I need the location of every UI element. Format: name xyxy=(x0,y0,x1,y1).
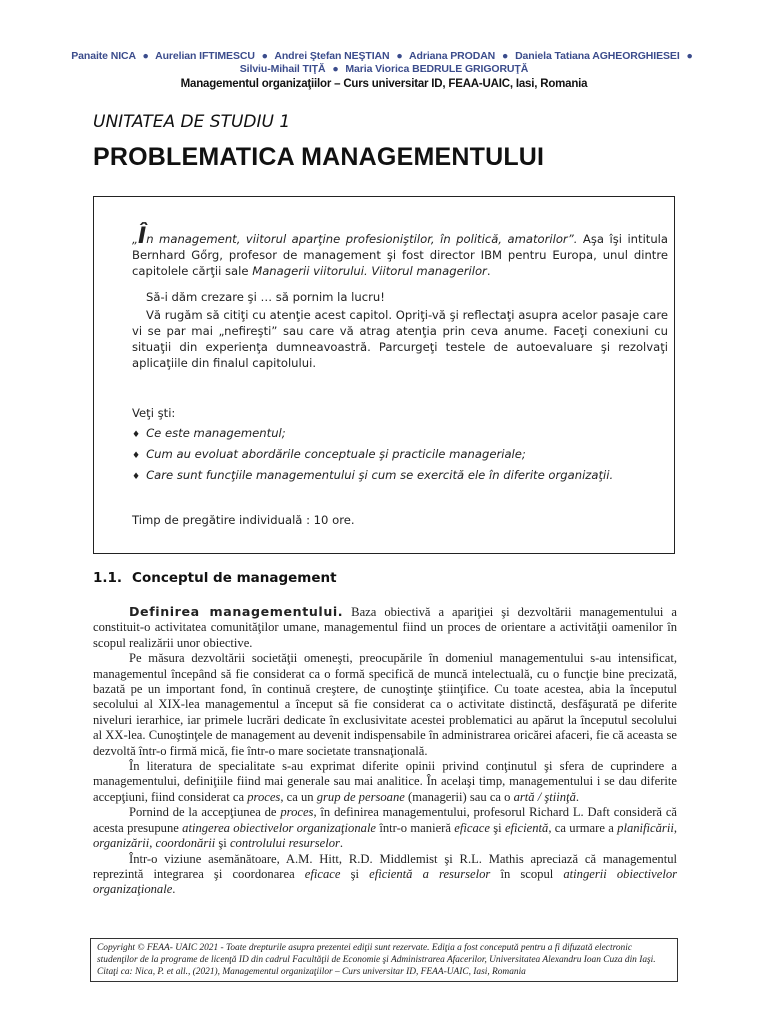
paragraph-text: , xyxy=(149,836,156,851)
paragraph-text: Baza obiectivă a apariţiei şi dezvoltării managementului a constituit-o activitatea comunităţilor umane, managementul fiind un proces de orientare a activităţii oamenilor în scopul realizării unor obiective. xyxy=(93,605,677,650)
author-name: Silviu-Mihail TIŢĂ xyxy=(239,63,326,75)
unit-label: UNITATEA DE STUDIU 1 xyxy=(93,112,291,132)
quote-drop-letter: Î xyxy=(138,224,147,249)
intro-instructions: Vă rugăm să citiţi cu atenţie acest capitol. Opriţi-vă şi reflectaţi asupra acelor pasaje care vi se par mai „nefireşti” sau care vă atrag atenţia prin ceva anume. Faceţi conexiuni cu situaţii din experienţa dumneavoastră. Parcurgeţi testele de autoevaluare şi rezolvaţi aplicaţiile din finalul capitolului. xyxy=(132,308,668,370)
paragraph-text: într-o manieră xyxy=(376,820,455,835)
section-number: 1.1. xyxy=(93,570,123,586)
paragraph xyxy=(93,759,677,805)
bullet-icon: ● xyxy=(396,50,403,62)
paragraph-text: , ca un xyxy=(280,789,317,804)
author-name: Panaite NICA xyxy=(71,50,136,62)
emphasis: eficientă xyxy=(504,820,549,835)
copyright-box: Copyright © FEAA- UAIC 2021 - Toate drepturile asupra prezentei ediţii sunt rezervate. Ediţia a fost concepută pentru a fi difuzată electronic studenţilor de la programe de licenţă ID din cadrul Facultăţii de Economie şi Administrarea Afacerilor, Universitatea Alexandru Ioan Cuza din Iaşi. Citaţi ca: Nica, P. et all., (2021), Managementul organizaţiilor – Curs universitar ID, FEAA-UAIC, Iasi, Romania xyxy=(90,938,678,982)
prep-time: Timp de pregătire individuală : 10 ore. xyxy=(132,513,355,527)
author-name: Aurelian IFTIMESCU xyxy=(155,50,255,62)
paragraph-lead: Definirea managementului. xyxy=(129,604,344,619)
paragraph-text: . xyxy=(339,836,344,851)
paragraph-text: Într-o viziune asemănătoare, A.M. Hitt, R.D. Middlemist şi R.L. Mathis apreciază că managementul reprezintă integrarea şi coordonarea xyxy=(93,851,677,881)
quote-close: ”. xyxy=(567,232,578,246)
paragraph-text: , xyxy=(673,820,677,835)
section-heading xyxy=(93,570,337,586)
paragraph-text: (managerii) sau ca o xyxy=(404,789,514,804)
quote-text: n management, viitorul aparţine profesioniştilor, în politică, amatorilor xyxy=(146,232,568,246)
emphasis: proces xyxy=(247,789,281,804)
paragraph-text: În literatura de specialitate s-au exprimat diferite opinii privind conţinutul şi sfera de cuprindere a managementului, definiţiile fiind mai generale sau mai analitice. În acelaşi timp, managementului i se dau diferite accepţiuni, fiind considerat ca xyxy=(93,759,677,804)
emphasis: grup de persoane xyxy=(316,789,405,804)
objective-text: Cum au evoluat abordările conceptuale şi practicile manageriale; xyxy=(146,447,526,461)
emphasis: planificării xyxy=(617,820,674,835)
objective-item xyxy=(132,426,286,440)
section-title: Conceptul de management xyxy=(132,570,337,586)
paragraph-text: . xyxy=(172,882,176,897)
book-title-end: . xyxy=(486,264,491,278)
page-title: PROBLEMATICA MANAGEMENTULUI xyxy=(93,143,545,171)
emphasis: atingerii obiectivelor organizaţionale xyxy=(93,866,678,897)
emphasis: atingerea obiectivelor organizaţionale xyxy=(182,820,377,835)
paragraph-text: , în definirea managementului, profesorul Richard L. Daft consideră că acesta presupune xyxy=(93,805,677,835)
objective-item xyxy=(132,447,526,461)
course-subtitle: Managementul organizaţiilor – Curs universitar ID, FEAA-UAIC, Iasi, Romania xyxy=(180,78,588,90)
author-name: Maria Viorica BEDRULE GRIGORUŢĂ xyxy=(345,63,529,75)
diamond-bullet-icon: ♦ xyxy=(132,430,141,440)
author-name: Adriana PRODAN xyxy=(409,50,496,62)
authors-line-1 xyxy=(40,50,728,63)
emphasis: organizării xyxy=(93,836,150,851)
diamond-bullet-icon: ♦ xyxy=(132,472,141,482)
emphasis: eficace xyxy=(304,866,341,881)
paragraph: Pe măsura dezvoltării societăţii omeneşti, preocupările în domeniul managementului s-au intensificat, managementul începând să fie considerat ca o formă specifică de muncă intelectuală, cu o funcţie bine precizată, bazată pe un important fond, în continuă creştere, de cunoştinţe ştiinţifice. Cu toate acestea, abia la începutul secolului al XIX-lea managementul a început să fie considerat ca o activitate distinctă, desfăşurată pe diferite niveluri ierarhice, iar primele lucrări dedicate în exclusivitate acestei problematici au apărut la începutul secolului al XX-lea. Cunoştinţele de management au devenit indispensabile în administrarea oricărei afaceri, fie că aceasta se dezvoltă într-o firmă mică, fie într-o mare societate transnaţională. xyxy=(93,651,677,758)
bullet-icon: ● xyxy=(686,50,693,62)
bullet-icon: ● xyxy=(142,50,149,62)
emphasis: eficace xyxy=(454,820,490,835)
authors-line-2 xyxy=(40,63,728,76)
body-text xyxy=(93,604,677,898)
paragraph-text: şi xyxy=(215,836,230,851)
paragraph xyxy=(93,805,677,851)
paragraph xyxy=(93,852,677,898)
paragraph-text: în scopul xyxy=(490,866,564,881)
intro-paragraph xyxy=(132,224,669,279)
quote-open: „ xyxy=(132,232,139,246)
paragraph-text: , ca urmare a xyxy=(548,820,618,835)
paragraph-text: . xyxy=(575,789,580,804)
diamond-bullet-icon: ♦ xyxy=(132,451,141,461)
objective-text: Care sunt funcţiile managementului şi cum se exercită ele în diferite organizaţii. xyxy=(146,468,614,482)
author-name: Andrei Ştefan NEŞTIAN xyxy=(274,50,390,62)
book-title: Managerii viitorului. Viitorul managerilor xyxy=(252,264,487,278)
bullet-icon: ● xyxy=(332,63,339,75)
emphasis: eficientă a resurselor xyxy=(369,866,491,881)
objective-item xyxy=(132,468,613,482)
paragraph-text: şi xyxy=(489,820,505,835)
bullet-icon: ● xyxy=(502,50,509,62)
objective-text: Ce este managementul; xyxy=(146,426,286,440)
author-name: Daniela Tatiana AGHEORGHIESEI xyxy=(515,50,680,62)
paragraph-text: şi xyxy=(340,866,370,881)
intro-motivation: Să-i dăm crezare şi … să pornim la lucru! xyxy=(146,290,385,304)
quote-attribution: Aşa îşi intitula Bernhard Gőrg, profesor de management şi fost director IBM pentru Europa, unul dintre capitolele cărţii sale xyxy=(132,232,669,278)
intro-box xyxy=(93,196,675,554)
authors-header xyxy=(40,50,728,76)
emphasis: proces xyxy=(280,805,314,820)
emphasis: artă / ştiinţă xyxy=(513,789,576,804)
emphasis: controlului resurselor xyxy=(229,836,340,851)
emphasis: coordonării xyxy=(155,836,216,851)
will-know-label: Veţi şti: xyxy=(132,406,176,420)
paragraph xyxy=(93,604,677,651)
bullet-icon: ● xyxy=(261,50,268,62)
paragraph-text: Pornind de la accepţiunea de xyxy=(129,805,281,820)
